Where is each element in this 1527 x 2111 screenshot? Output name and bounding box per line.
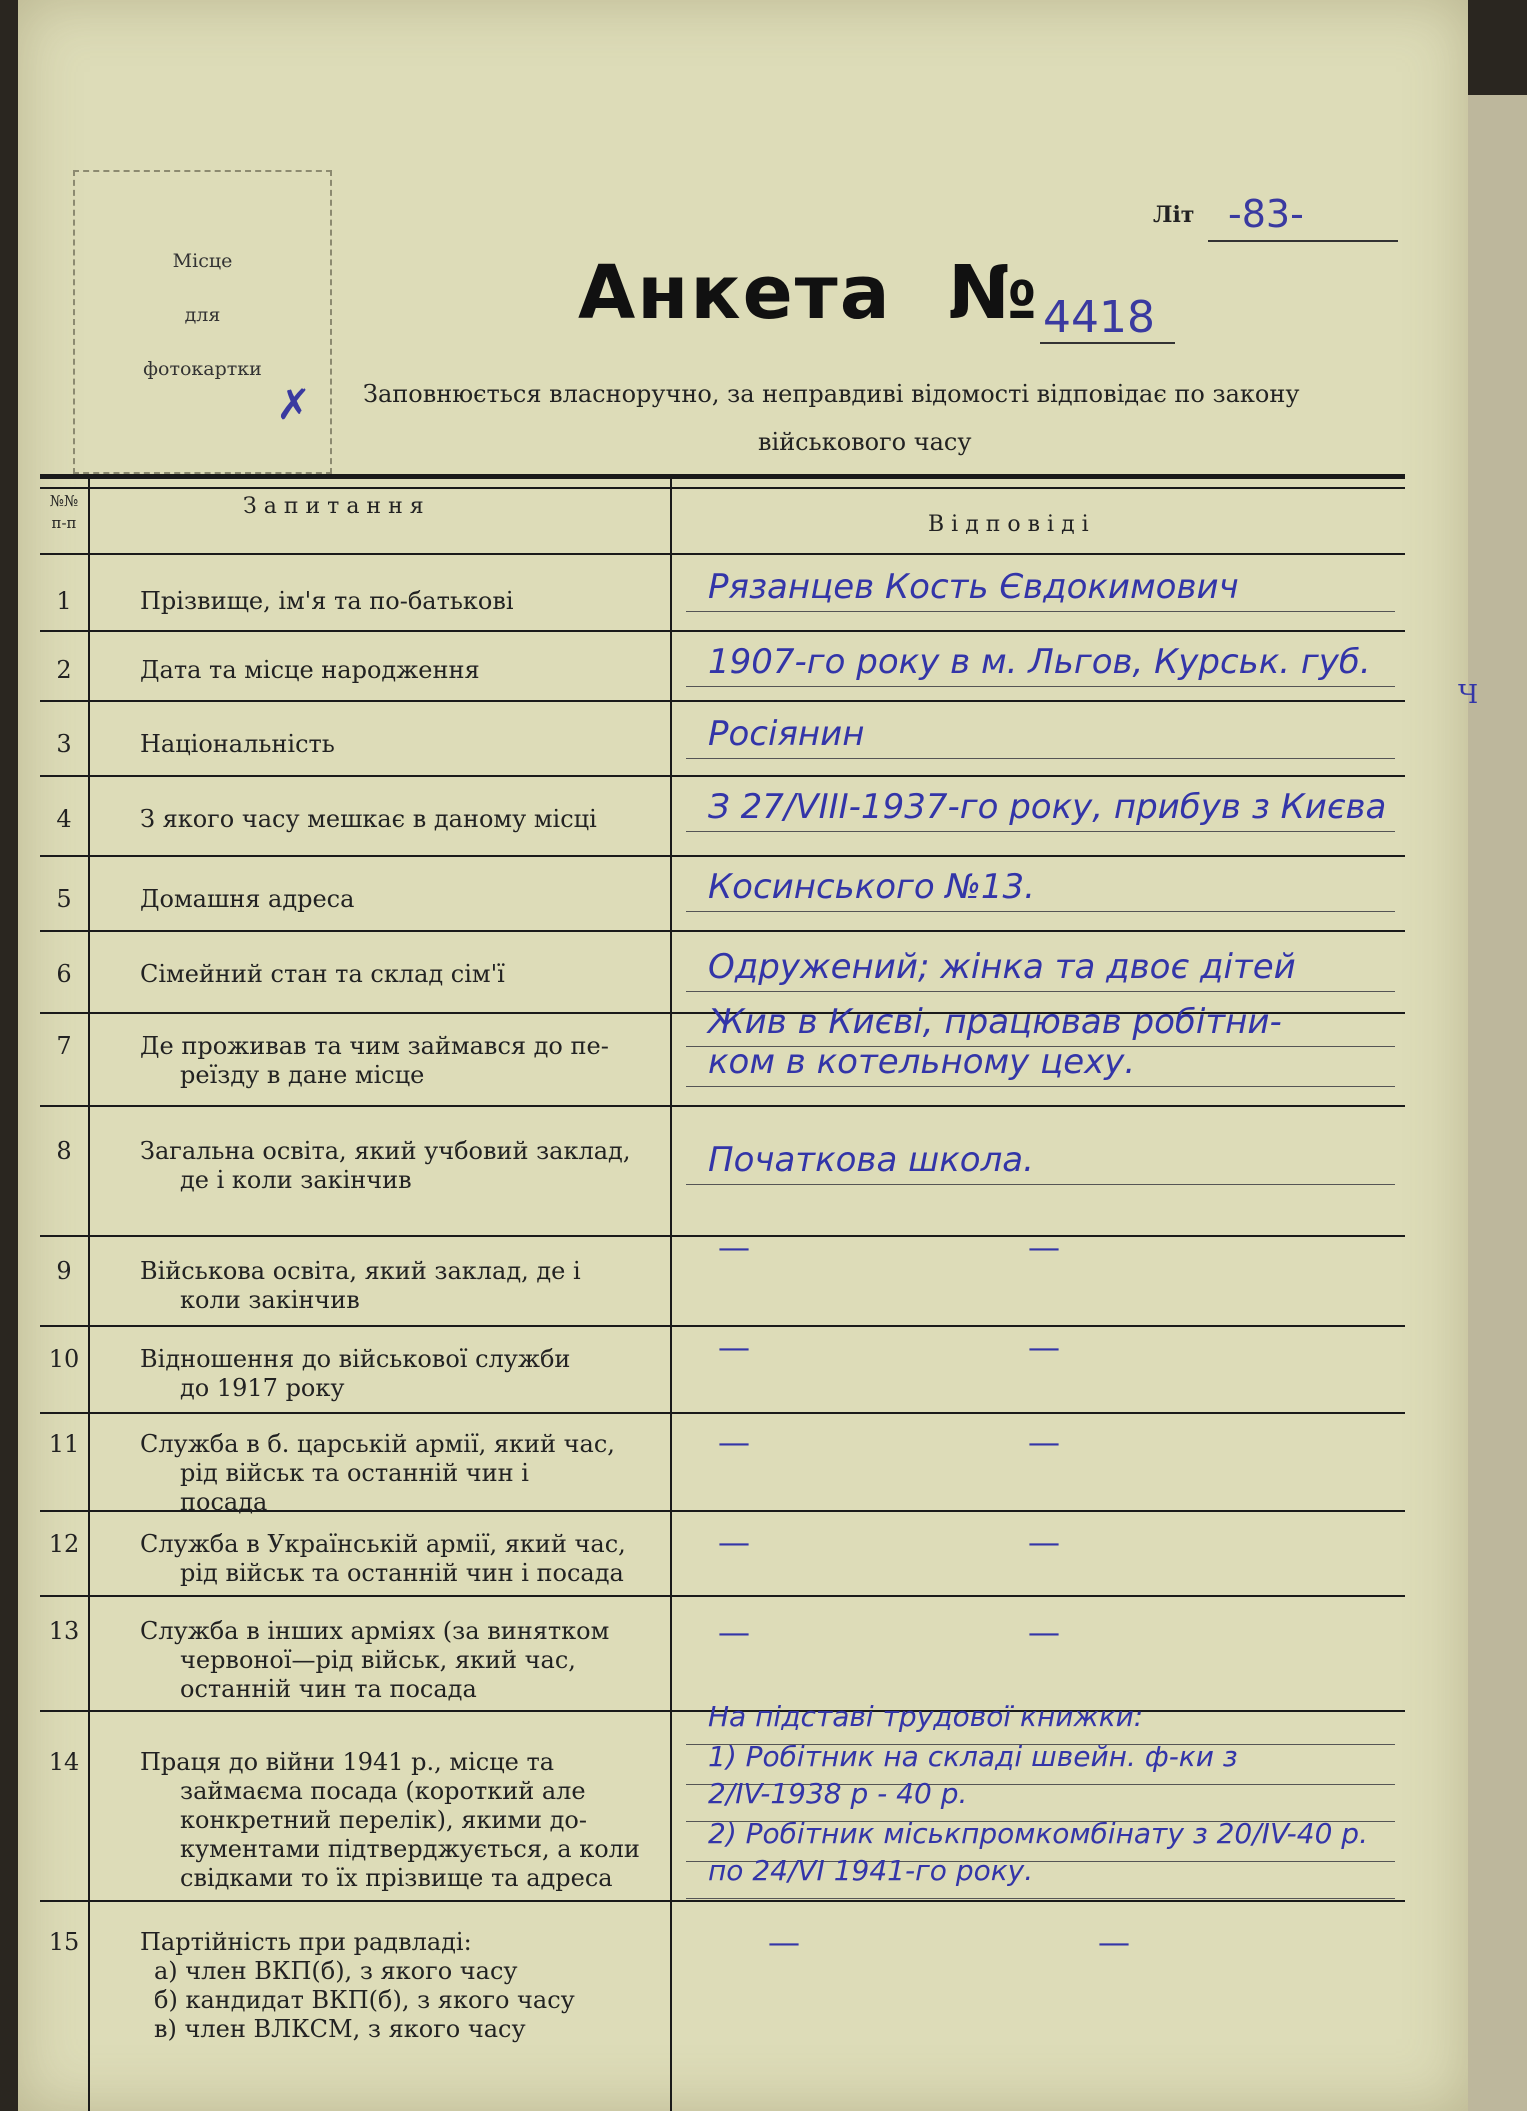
empty-answer-dash: — bbox=[1098, 1923, 1130, 1961]
row-number: 12 bbox=[48, 1530, 80, 1558]
form-number: 4418 bbox=[1043, 292, 1155, 343]
question-text: Прізвище, ім'я та по-батькові bbox=[140, 587, 514, 615]
question-text: займаєма посада (короткий але bbox=[180, 1777, 586, 1805]
question-text: Служба в інших арміях (за винятком bbox=[140, 1617, 610, 1645]
empty-answer-dash: — bbox=[1028, 1613, 1060, 1651]
lit-value: -83- bbox=[1228, 192, 1304, 236]
question-text: З якого часу мешкає в даному місці bbox=[140, 805, 597, 833]
row-rule bbox=[40, 930, 1405, 932]
answer-underline bbox=[686, 611, 1395, 612]
handwritten-answer: Косинського №13. bbox=[708, 867, 1035, 907]
question-text: Національність bbox=[140, 730, 335, 758]
handwritten-answer: На підставі трудової книжки: bbox=[708, 1700, 1144, 1733]
handwritten-answer: 1) Робітник на складі швейн. ф-ки з bbox=[708, 1740, 1238, 1773]
column-header-number: №№ п-п bbox=[49, 492, 79, 532]
question-text: а) член ВКП(б), з якого часу bbox=[154, 1957, 518, 1985]
empty-answer-dash: — bbox=[1028, 1423, 1060, 1461]
row-rule bbox=[40, 700, 1405, 702]
empty-answer-dash: — bbox=[718, 1228, 750, 1266]
row-number: 11 bbox=[48, 1430, 80, 1458]
answer-underline bbox=[686, 686, 1395, 687]
question-text: Домашня адреса bbox=[140, 885, 355, 913]
subtitle: Заповнюється власноручно, за неправдиві відомості відповідає по закону bbox=[363, 380, 1300, 408]
empty-answer-dash: — bbox=[718, 1328, 750, 1366]
answer-underline bbox=[686, 831, 1395, 832]
answer-underline bbox=[686, 991, 1395, 992]
row-number: 15 bbox=[48, 1928, 80, 1956]
question-text: рід військ та останній чин і посада bbox=[180, 1559, 624, 1587]
answer-underline bbox=[686, 911, 1395, 912]
table-top-rule bbox=[40, 474, 1405, 479]
margin-mark: Ч bbox=[1458, 680, 1479, 710]
lit-underline bbox=[1208, 240, 1398, 242]
answer-underline bbox=[686, 1086, 1395, 1087]
handwritten-answer: по 24/VI 1941-го року. bbox=[708, 1854, 1034, 1887]
question-text: б) кандидат ВКП(б), з якого часу bbox=[154, 1986, 575, 2014]
question-text: Партійність при радвладі: bbox=[140, 1928, 472, 1956]
column-divider bbox=[88, 478, 90, 2111]
subtitle: військового часу bbox=[758, 428, 972, 456]
row-rule bbox=[40, 1595, 1405, 1597]
question-text: коли закінчив bbox=[180, 1286, 360, 1314]
empty-answer-dash: — bbox=[718, 1613, 750, 1651]
question-text: конкретний перелік), якими до- bbox=[180, 1806, 587, 1834]
answer-underline bbox=[686, 758, 1395, 759]
form-number-underline bbox=[1040, 342, 1175, 344]
handwritten-answer: Жив в Києві, працював робітни- bbox=[708, 1002, 1282, 1042]
row-number: 3 bbox=[56, 730, 72, 758]
question-text: реїзду в дане місце bbox=[180, 1061, 425, 1089]
row-rule bbox=[40, 630, 1405, 632]
row-number: 6 bbox=[56, 960, 72, 988]
row-number: 10 bbox=[48, 1345, 80, 1373]
answer-underline bbox=[686, 1898, 1395, 1899]
handwritten-answer: Рязанцев Кость Євдокимович bbox=[708, 567, 1239, 607]
question-text: Дата та місце народження bbox=[140, 656, 480, 684]
number-sign: № bbox=[948, 250, 1038, 336]
handwritten-answer: Початкова школа. bbox=[708, 1140, 1034, 1180]
row-rule bbox=[40, 1900, 1405, 1902]
row-rule bbox=[40, 1105, 1405, 1107]
empty-answer-dash: — bbox=[1028, 1328, 1060, 1366]
question-text: Сімейний стан та склад сім'ї bbox=[140, 960, 505, 988]
question-text: посада bbox=[180, 1488, 268, 1516]
question-text: до 1917 року bbox=[180, 1374, 345, 1402]
lit-label: Літ bbox=[1153, 202, 1195, 228]
row-number: 7 bbox=[56, 1032, 72, 1060]
column-header-question: Запитання bbox=[243, 494, 431, 519]
handwritten-answer: ком в котельному цеху. bbox=[708, 1042, 1136, 1082]
question-text: Де проживав та чим займався до пе- bbox=[140, 1032, 609, 1060]
empty-answer-dash: — bbox=[1028, 1523, 1060, 1561]
handwritten-answer: 2/IV-1938 р - 40 р. bbox=[708, 1777, 968, 1810]
handwritten-answer: 1907-го року в м. Льгов, Курськ. губ. bbox=[708, 642, 1371, 682]
question-text: де і коли закінчив bbox=[180, 1166, 412, 1194]
form-sheet bbox=[18, 0, 1479, 2111]
handwritten-answer: Росіянин bbox=[708, 714, 865, 754]
answer-underline bbox=[686, 1184, 1395, 1185]
row-number: 4 bbox=[56, 805, 72, 833]
question-text: кументами підтверджується, а коли bbox=[180, 1835, 640, 1863]
empty-answer-dash: — bbox=[768, 1923, 800, 1961]
question-text: червоної—рід військ, який час, bbox=[180, 1646, 576, 1674]
question-text: останній чин та посада bbox=[180, 1675, 477, 1703]
handwritten-answer: Одружений; жінка та двоє дітей bbox=[708, 947, 1296, 987]
row-rule bbox=[40, 775, 1405, 777]
photo-label: фотокартки bbox=[143, 358, 262, 380]
row-rule bbox=[40, 1325, 1405, 1327]
empty-answer-dash: — bbox=[718, 1423, 750, 1461]
table-top-rule bbox=[40, 487, 1405, 489]
question-text: Служба в Українській армії, який час, bbox=[140, 1530, 626, 1558]
question-text: Військова освіта, який заклад, де і bbox=[140, 1257, 581, 1285]
form-title: Анкета bbox=[578, 250, 892, 336]
row-number: 9 bbox=[56, 1257, 72, 1285]
question-text: Загальна освіта, який учбовий заклад, bbox=[140, 1137, 631, 1165]
question-text: рід військ та останній чин і bbox=[180, 1459, 529, 1487]
column-divider bbox=[670, 478, 672, 2111]
row-number: 13 bbox=[48, 1617, 80, 1645]
photo-cross-mark: ✗ bbox=[276, 380, 312, 429]
row-rule bbox=[40, 855, 1405, 857]
row-rule bbox=[40, 1412, 1405, 1414]
handwritten-answer: 2) Робітник міськпромкомбінату з 20/IV-40 р. bbox=[708, 1817, 1368, 1850]
question-text: Служба в б. царській армії, який час, bbox=[140, 1430, 615, 1458]
empty-answer-dash: — bbox=[718, 1523, 750, 1561]
question-text: в) член ВЛКСМ, з якого часу bbox=[154, 2015, 526, 2043]
question-text: Праця до війни 1941 р., місце та bbox=[140, 1748, 555, 1776]
column-header-answer: Відповіді bbox=[928, 512, 1096, 537]
question-text: Відношення до військової служби bbox=[140, 1345, 571, 1373]
row-number: 2 bbox=[56, 656, 72, 684]
handwritten-answer: З 27/VIII-1937-го року, прибув з Києва bbox=[708, 787, 1387, 827]
empty-answer-dash: — bbox=[1028, 1228, 1060, 1266]
row-number: 1 bbox=[56, 587, 72, 615]
question-text: свідками то їх прізвище та адреса bbox=[180, 1864, 613, 1892]
row-number: 8 bbox=[56, 1137, 72, 1165]
table-header-rule bbox=[40, 553, 1405, 555]
row-number: 14 bbox=[48, 1748, 80, 1776]
photo-label: Місце bbox=[172, 250, 233, 272]
photo-label: для bbox=[184, 304, 221, 326]
row-number: 5 bbox=[56, 885, 72, 913]
